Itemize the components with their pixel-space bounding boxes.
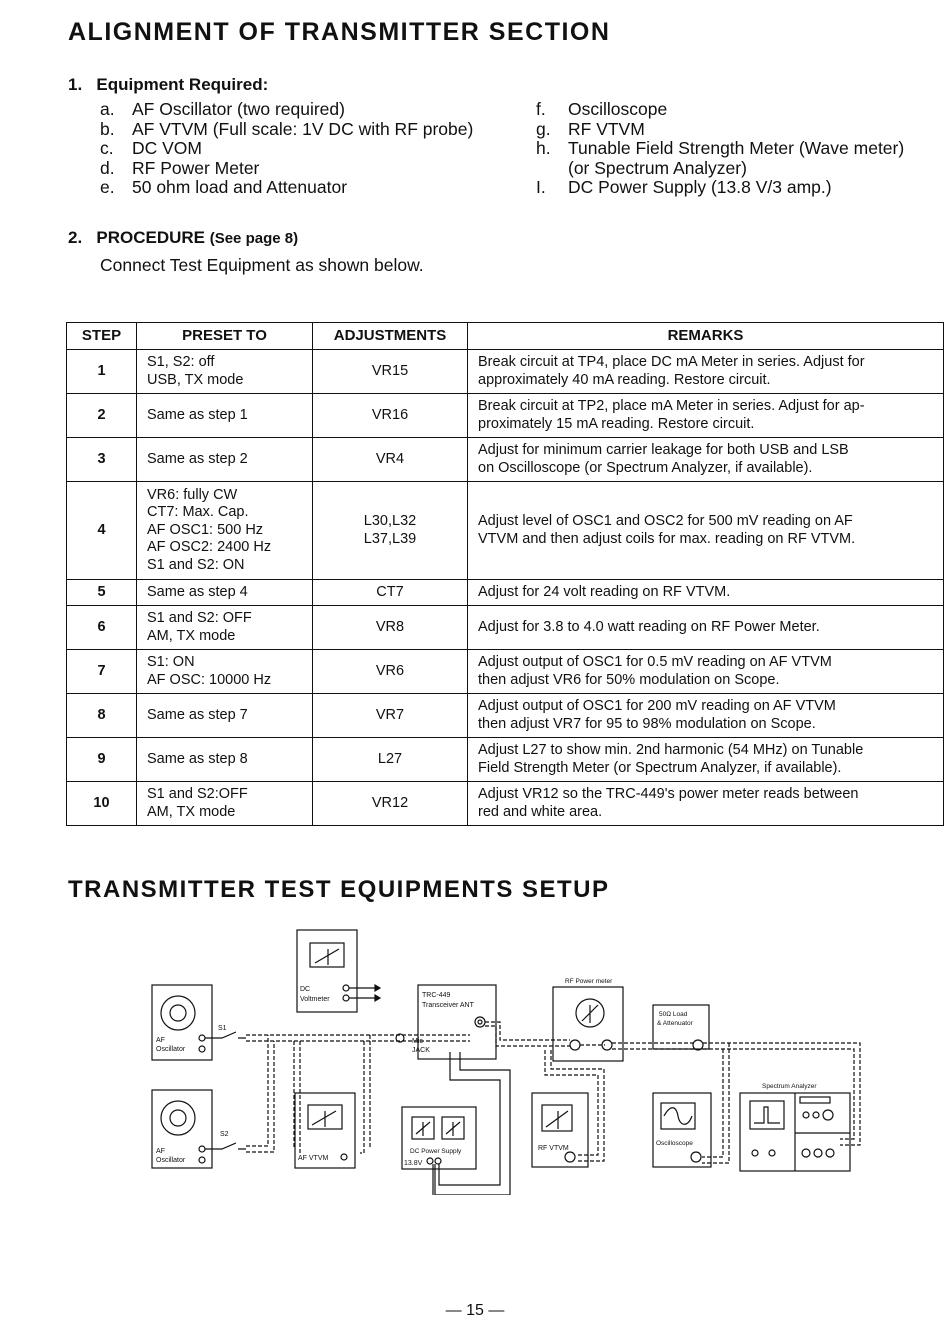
- step-cell: 6: [67, 606, 137, 650]
- remarks-cell-line: VTVM and then adjust coils for max. reading on RF VTVM.: [478, 530, 856, 547]
- remarks-cell: [468, 580, 944, 606]
- equipment-letter: e.: [100, 177, 115, 197]
- equipment-item: [100, 178, 473, 198]
- preset-cell-line: AF OSC: 10000 Hz: [147, 671, 272, 688]
- section-1-number: 1.: [68, 75, 83, 94]
- adjustment-cell: [313, 694, 468, 738]
- remarks-cell-line: approximately 40 mA reading. Restore circuit.: [478, 371, 771, 388]
- dc-voltmeter: [297, 930, 380, 1012]
- test-setup-diagram: [150, 925, 870, 1195]
- equipment-letter: f.: [536, 99, 546, 119]
- equipment-letter: b.: [100, 118, 115, 139]
- preset-cell-line: VR6: fully CW: [147, 486, 238, 503]
- equipment-letter: h.: [536, 138, 551, 158]
- remarks-cell: [468, 738, 944, 782]
- mic-jack-label-2: JACK: [412, 1047, 430, 1054]
- preset-cell: [137, 694, 313, 738]
- transceiver-label-2: Transceiver ANT: [422, 1002, 474, 1009]
- remarks-cell: [468, 350, 944, 394]
- step-cell: 8: [67, 694, 137, 738]
- adjustment-cell: [313, 606, 468, 650]
- adjustment-cell-line: L30,L32: [363, 513, 417, 529]
- header-adjustments: ADJUSTMENTS: [313, 323, 468, 350]
- equipment-item: [100, 159, 473, 179]
- equipment-text: Oscilloscope: [568, 99, 668, 119]
- table-row: [67, 438, 944, 482]
- equipment-letter: I.: [536, 177, 546, 197]
- rf-power-meter-title: RF Power meter: [565, 978, 613, 985]
- preset-cell: [137, 482, 313, 580]
- step-cell: 2: [67, 394, 137, 438]
- equipment-text: Tunable Field Strength Meter (Wave meter): [568, 138, 905, 158]
- af-oscillator-2: [152, 1090, 212, 1168]
- af-osc1-label-2: Oscillator: [156, 1046, 186, 1053]
- af-vtvm-label: AF VTVM: [298, 1155, 329, 1162]
- adjustment-cell: [313, 482, 468, 580]
- equipment-letter: c.: [100, 138, 114, 158]
- remarks-cell-line: Adjust VR12 so the TRC-449's power meter reads between: [478, 786, 859, 802]
- preset-cell: [137, 438, 313, 482]
- setup-title: TRANSMITTER TEST EQUIPMENTS SETUP: [68, 876, 610, 903]
- equipment-item: [536, 139, 904, 159]
- mic-jack-label-1: Mic: [412, 1038, 423, 1045]
- remarks-cell-line: Adjust L27 to show min. 2nd harmonic (54 MHz) on Tunable: [478, 742, 864, 758]
- adjustment-cell-line: VR6: [375, 662, 405, 679]
- remarks-cell: [468, 782, 944, 826]
- remarks-cell-line: Adjust for 24 volt reading on RF VTVM.: [478, 583, 731, 600]
- table-row: [67, 580, 944, 606]
- adjustment-cell: [313, 394, 468, 438]
- adjustment-cell-line: VR12: [371, 794, 409, 811]
- load-label-1: 50Ω Load: [659, 1011, 688, 1018]
- remarks-cell: [468, 650, 944, 694]
- equipment-letter: a.: [100, 99, 115, 119]
- equipment-item: [536, 178, 904, 198]
- remarks-cell: [468, 394, 944, 438]
- remarks-cell-line: then adjust VR7 for 95 to 98% modulation on Scope.: [478, 715, 816, 732]
- equipment-item: [100, 100, 473, 120]
- equipment-text: 50 ohm load and Attenuator: [132, 177, 348, 197]
- step-cell: 10: [67, 782, 137, 826]
- equipment-list-left: [100, 100, 473, 198]
- table-row: [67, 606, 944, 650]
- remarks-cell-line: Adjust level of OSC1 and OSC2 for 500 mV reading on AF: [478, 513, 853, 529]
- preset-cell-line: AM, TX mode: [147, 627, 236, 644]
- remarks-cell: [468, 438, 944, 482]
- preset-cell: [137, 738, 313, 782]
- af-vtvm: [295, 1093, 355, 1168]
- dc-power-supply-voltage: 13.8V: [404, 1160, 423, 1167]
- preset-cell-line: S1, S2: off: [147, 354, 215, 370]
- oscilloscope: [653, 1093, 711, 1167]
- equipment-list-right: [536, 100, 904, 198]
- preset-cell: [137, 580, 313, 606]
- table-row: [67, 694, 944, 738]
- remarks-cell-line: Break circuit at TP4, place DC mA Meter in series. Adjust for: [478, 354, 865, 370]
- equipment-letter: d.: [100, 157, 115, 178]
- remarks-cell: [468, 606, 944, 650]
- dc-voltmeter-label-2: Voltmeter: [300, 996, 330, 1003]
- page-title: ALIGNMENT OF TRANSMITTER SECTION: [68, 18, 611, 46]
- preset-cell-line: Same as step 1: [147, 406, 248, 423]
- preset-cell: [137, 394, 313, 438]
- alignment-table: [66, 322, 944, 826]
- section-1-title: Equipment Required:: [96, 75, 269, 94]
- adjustment-cell-line: VR4: [375, 450, 405, 467]
- remarks-cell-line: Field Strength Meter (or Spectrum Analyzer, if available).: [478, 759, 842, 776]
- remarks-cell-line: then adjust VR6 for 50% modulation on Scope.: [478, 671, 780, 688]
- load-label-2: & Attenuator: [657, 1020, 693, 1027]
- switch-s2-label: S2: [220, 1131, 229, 1138]
- adjustment-cell: [313, 438, 468, 482]
- equipment-item: [100, 139, 473, 159]
- step-cell: 3: [67, 438, 137, 482]
- equipment-item: [536, 120, 904, 140]
- table-row: [67, 738, 944, 782]
- equipment-text: RF Power Meter: [132, 157, 260, 178]
- equipment-text: DC Power Supply (13.8 V/3 amp.): [568, 177, 832, 197]
- step-cell: 4: [67, 482, 137, 580]
- remarks-cell-line: on Oscilloscope (or Spectrum Analyzer, if available).: [478, 459, 813, 476]
- section-1-heading: [68, 75, 268, 95]
- preset-cell-line: S1 and S2:OFF: [147, 786, 248, 802]
- rf-vtvm: [532, 1093, 588, 1167]
- preset-cell-line: Same as step 4: [147, 583, 248, 600]
- equipment-text: AF VTVM (Full scale: 1V DC with RF probe): [132, 118, 474, 139]
- dc-voltmeter-label-1: DC: [300, 986, 311, 993]
- equipment-text: (or Spectrum Analyzer): [568, 157, 747, 178]
- oscilloscope-label: Oscilloscope: [656, 1140, 693, 1147]
- dc-power-supply: [402, 1107, 476, 1169]
- section-2-heading: [68, 228, 298, 248]
- table-row: [67, 394, 944, 438]
- equipment-text: DC VOM: [132, 138, 202, 158]
- remarks-cell-line: Adjust output of OSC1 for 0.5 mV reading on AF VTVM: [478, 654, 832, 670]
- preset-cell: [137, 782, 313, 826]
- table-header-row: [67, 323, 944, 350]
- remarks-cell-line: proximately 15 mA reading. Restore circuit.: [478, 415, 755, 432]
- preset-cell-line: Same as step 8: [147, 750, 248, 767]
- remarks-cell: [468, 482, 944, 580]
- adjustment-cell-line: VR8: [375, 618, 405, 635]
- af-osc1-label-1: AF: [156, 1037, 165, 1044]
- preset-cell-line: AF OSC2: 2400 Hz: [147, 539, 272, 556]
- preset-cell-line: CT7: Max. Cap.: [147, 504, 249, 521]
- preset-cell-line: AF OSC1: 500 Hz: [147, 521, 264, 538]
- page-number: — 15 —: [445, 1302, 505, 1319]
- table-row: [67, 782, 944, 826]
- preset-cell-line: S1 and S2: OFF: [147, 610, 252, 626]
- rf-vtvm-label: RF VTVM: [538, 1145, 569, 1152]
- step-cell: 9: [67, 738, 137, 782]
- equipment-text: RF VTVM: [568, 118, 645, 139]
- equipment-item: [536, 100, 904, 120]
- step-cell: 5: [67, 580, 137, 606]
- remarks-cell: [468, 694, 944, 738]
- transceiver-trc449: [396, 985, 496, 1059]
- af-osc2-label-2: Oscillator: [156, 1157, 186, 1164]
- remarks-cell-line: Adjust for 3.8 to 4.0 watt reading on RF Power Meter.: [478, 618, 820, 635]
- adjustment-cell: [313, 782, 468, 826]
- adjustment-cell-line: VR15: [371, 362, 409, 379]
- table-row: [67, 350, 944, 394]
- equipment-item: [536, 159, 904, 179]
- af-oscillator-1: [152, 985, 212, 1060]
- equipment-item: [100, 120, 473, 140]
- remarks-cell-line: Break circuit at TP2, place mA Meter in series. Adjust for ap-: [478, 398, 865, 414]
- transceiver-label-1: TRC-449: [422, 992, 451, 999]
- section-2-note: (See page 8): [209, 230, 299, 247]
- adjustment-cell-line: L27: [377, 750, 403, 767]
- preset-cell-line: Same as step 7: [147, 706, 248, 723]
- remarks-cell-line: red and white area.: [478, 803, 603, 820]
- remarks-cell-line: Adjust for minimum carrier leakage for both USB and LSB: [478, 442, 849, 458]
- preset-cell-line: Same as step 2: [147, 450, 248, 467]
- adjustment-cell: [313, 650, 468, 694]
- switch-s1-label: S1: [218, 1025, 227, 1032]
- preset-cell: [137, 350, 313, 394]
- adjustment-cell: [313, 580, 468, 606]
- preset-cell-line: USB, TX mode: [147, 371, 244, 388]
- af-osc2-label-1: AF: [156, 1148, 165, 1155]
- adjustment-cell-line: VR16: [371, 406, 409, 423]
- adjustment-cell-line: CT7: [376, 583, 404, 600]
- dc-power-supply-label: DC Power Supply: [410, 1148, 462, 1155]
- preset-cell-line: S1 and S2: ON: [147, 556, 245, 573]
- step-cell: 7: [67, 650, 137, 694]
- spectrum-analyzer: [740, 1093, 850, 1171]
- spectrum-analyzer-title: Spectrum Analyzer: [762, 1083, 817, 1090]
- rf-power-meter: [553, 987, 623, 1061]
- step-cell: 1: [67, 350, 137, 394]
- section-2-subtext: Connect Test Equipment as shown below.: [100, 255, 424, 275]
- remarks-cell-line: Adjust output of OSC1 for 200 mV reading on AF VTVM: [478, 698, 836, 714]
- adjustment-cell: [313, 738, 468, 782]
- preset-cell: [137, 650, 313, 694]
- adjustment-cell-line: VR7: [375, 706, 405, 723]
- preset-cell-line: AM, TX mode: [147, 803, 236, 820]
- table-row: [67, 650, 944, 694]
- table-row: [67, 482, 944, 580]
- header-preset: PRESET TO: [137, 323, 313, 350]
- preset-cell-line: S1: ON: [147, 654, 195, 670]
- section-2-number: 2.: [68, 228, 83, 247]
- equipment-letter: g.: [536, 118, 551, 139]
- adjustment-cell-line: L37,L39: [363, 530, 417, 547]
- header-remarks: REMARKS: [468, 323, 944, 350]
- section-2-title: PROCEDURE: [96, 228, 205, 247]
- equipment-text: AF Oscillator (two required): [132, 99, 345, 119]
- adjustment-cell: [313, 350, 468, 394]
- preset-cell: [137, 606, 313, 650]
- header-step: STEP: [67, 323, 137, 350]
